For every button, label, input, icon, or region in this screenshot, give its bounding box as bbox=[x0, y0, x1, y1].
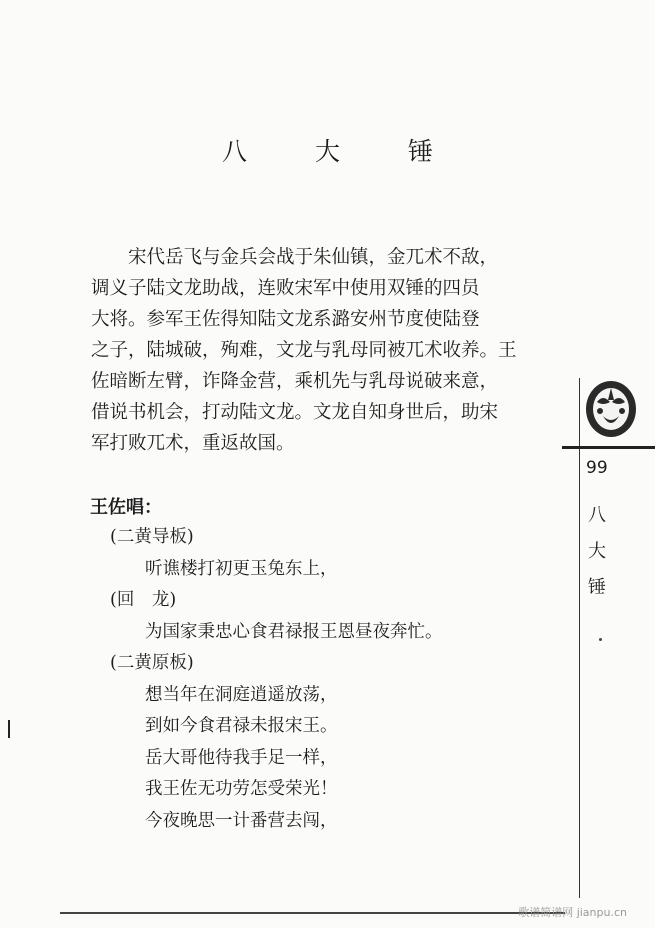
intro-line: 军打败兀术，重返故国。 bbox=[91, 433, 295, 454]
tune-marker: (二黄导板) bbox=[110, 527, 194, 547]
intro-line: 宋代岳飞与金兵会战于朱仙镇，金兀术不敌， bbox=[128, 247, 499, 268]
margin-vertical-rule bbox=[579, 378, 580, 898]
lyric-line: 到如今食君禄未报宋王。 bbox=[145, 716, 338, 736]
intro-line: 佐暗断左臂，诈降金营，乘机先与乳母说破来意， bbox=[91, 371, 499, 392]
lyric-line: 听谯楼打初更玉兔东上， bbox=[145, 558, 338, 579]
tune-marker: (回 龙) bbox=[110, 590, 177, 610]
watermark: 歌谱简谱网 jianpu.cn bbox=[518, 906, 627, 919]
page-title: 八 大 锤 bbox=[222, 137, 463, 166]
lyric-line: 岳大哥他待我手足一样， bbox=[145, 747, 338, 768]
lyric-line: 想当年在洞庭逍遥放荡， bbox=[145, 684, 338, 705]
lyric-line: 今夜晚思一计番营去闯， bbox=[145, 810, 338, 831]
lyrics-block bbox=[110, 522, 530, 837]
intro-line: 借说书机会，打动陆文龙。文龙自知身世后，助宋 bbox=[91, 402, 499, 423]
intro-line: 调义子陆文龙助战，连败宋军中使用双锤的四员 bbox=[91, 278, 480, 299]
running-title-char: 八 bbox=[588, 505, 606, 526]
running-title-char: 大 bbox=[588, 541, 606, 562]
running-title-char: 锤 bbox=[588, 577, 606, 598]
opera-mask-icon bbox=[583, 378, 638, 440]
tune-marker: (二黄原板) bbox=[110, 653, 194, 673]
left-margin-mark bbox=[8, 720, 10, 738]
singer-label: 王佐唱： bbox=[90, 497, 162, 518]
margin-dot bbox=[599, 638, 602, 641]
intro-line: 大将。参军王佐得知陆文龙系潞安州节度使陆登 bbox=[91, 309, 480, 330]
lyric-line: 为国家秉忠心食君禄报王恩昼夜奔忙。 bbox=[145, 621, 443, 642]
intro-paragraph bbox=[91, 242, 521, 459]
intro-line: 之子，陆城破，殉难，文龙与乳母同被兀术收养。王 bbox=[91, 340, 517, 361]
margin-horizontal-rule bbox=[562, 446, 655, 449]
running-title bbox=[586, 498, 608, 606]
bottom-rule bbox=[60, 912, 565, 914]
page-number: 99 bbox=[586, 458, 608, 478]
lyric-line: 我王佐无功劳怎受荣光！ bbox=[145, 779, 338, 799]
